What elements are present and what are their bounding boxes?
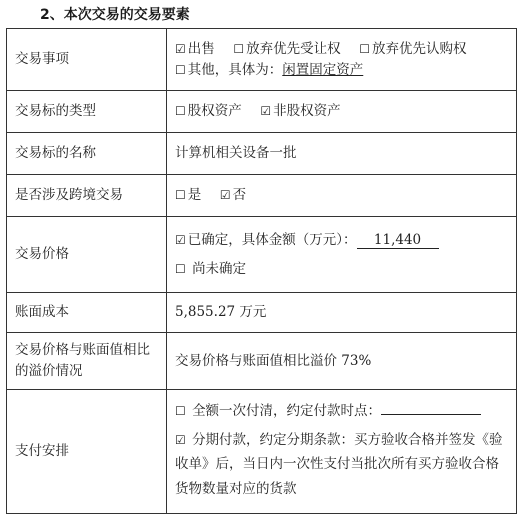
option-lump-sum: 全额一次付清，约定付款时点： [192,402,382,419]
table-row [7,333,517,390]
installment-block [175,428,516,503]
row-value-premium: 交易价格与账面值相比溢价 73% [167,333,517,390]
table-row [7,390,517,514]
checkbox-no[interactable]: ☑ [219,188,231,203]
row-label-type: 交易标的类型 [7,91,167,133]
row-label-matter: 交易事项 [7,29,167,91]
option-non-equity: 非股权资产 [273,103,341,120]
checkbox-waive-transfer[interactable]: ☐ [233,41,245,56]
checkbox-other[interactable]: ☐ [175,62,186,77]
checkbox-lump-sum[interactable]: ☐ [175,403,186,418]
checkbox-yes[interactable]: ☐ [175,188,186,203]
option-waive-subscribe: 放弃优先认购权 [371,40,467,57]
row-value-cross-border [167,175,517,217]
row-label-payment: 支付安排 [7,390,167,514]
table-row [7,175,517,217]
premium-label-line2: 的溢价情况 [15,363,83,379]
row-value-matter [167,29,517,91]
option-confirmed: 已确定，具体金额（万元）： [187,231,357,248]
option-sell: 出售 [187,40,215,57]
checkbox-sell[interactable]: ☑ [175,41,186,56]
row-label-cross-border: 是否涉及跨境交易 [7,175,167,217]
row-label-price: 交易价格 [7,217,167,293]
checkbox-equity[interactable]: ☐ [175,104,186,119]
row-value-name: 计算机相关设备一批 [167,133,517,175]
checkbox-non-equity[interactable]: ☑ [260,104,272,119]
row-value-payment [167,390,517,514]
row-label-premium [7,333,167,390]
lump-sum-blank[interactable] [381,402,481,415]
table-row [7,133,517,175]
option-other-value: 闲置固定资产 [282,61,364,78]
table-row [7,29,517,91]
option-yes: 是 [187,187,202,204]
table-row [7,91,517,133]
option-equity: 股权资产 [187,103,242,120]
checkbox-installment[interactable]: ☑ [175,432,186,447]
row-value-type [167,91,517,133]
option-pending: 尚未确定 [192,260,247,277]
row-label-book-cost: 账面成本 [7,293,167,333]
checkbox-confirmed[interactable]: ☑ [175,232,186,247]
premium-label-line1: 交易价格与账面值相比 [15,342,150,359]
option-other: 其他，具体为： [187,61,283,78]
checkbox-pending[interactable]: ☐ [175,261,186,276]
option-waive-transfer: 放弃优先受让权 [246,40,341,57]
checkbox-waive-subscribe[interactable]: ☐ [359,41,370,56]
section-heading: 2、本次交易的交易要素 [40,7,190,23]
table-row [7,293,517,333]
row-value-book-cost: 5,855.27 万元 [167,293,517,333]
option-no: 否 [232,187,247,204]
row-label-name: 交易标的名称 [7,133,167,175]
row-value-price [167,217,517,293]
table-row [7,217,517,293]
option-installment: 分期付款，约定分期条款：买方验收合格并签发《验收单》后，当日内一次性支付当批次所有买方验收合格货物数量对应的货款 [175,431,503,498]
price-amount: 11,440 [357,232,439,249]
transaction-elements-table [6,28,517,514]
